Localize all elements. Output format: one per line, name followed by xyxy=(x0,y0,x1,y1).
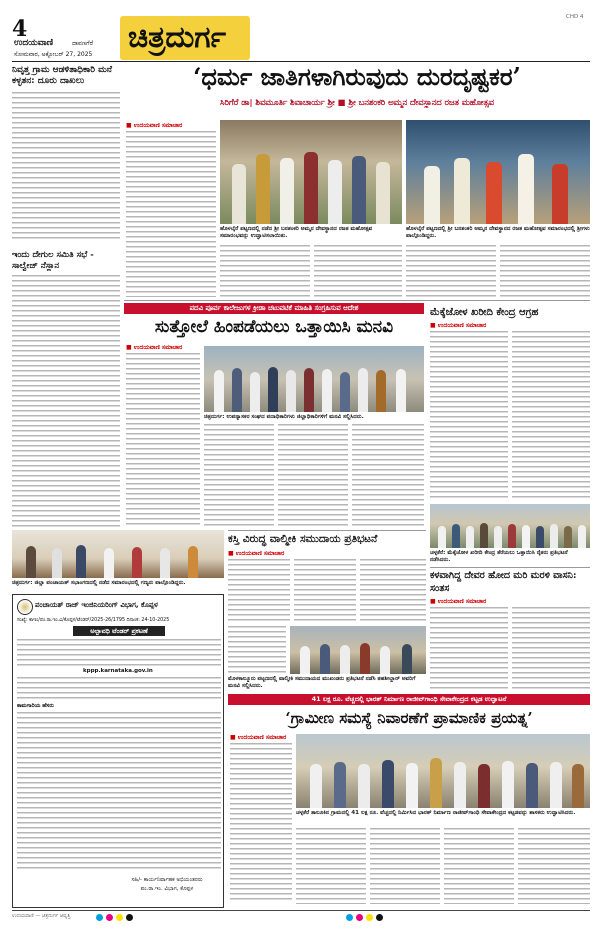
second-byline: ■ ಉದಯವಾಣಿ ಸಮಾಚಾರ xyxy=(126,344,183,351)
right-top-body-col2 xyxy=(512,331,590,501)
color-registration-marks-2 xyxy=(346,914,396,922)
lead-body-col3 xyxy=(314,245,402,297)
mid-byline: ■ ಉದಯವಾಣಿ ಸಮಾಚಾರ xyxy=(228,550,285,557)
bottom-body-col5 xyxy=(518,828,590,904)
tender-work-label: ಕಾಮಗಾರಿಯ ಹೆಸರು xyxy=(17,703,54,709)
footer-note: ಉದಯವಾಣಿ — ಚಿತ್ರದುರ್ಗ ಆವೃತ್ತಿ xyxy=(12,913,71,919)
tender-intro xyxy=(17,639,221,667)
bottom-body-col3 xyxy=(370,828,440,904)
bottom-caption: ಚಳ್ಳಕೆರೆ ತಾಲೂಕಿನ ಗ್ರಾಮದಲ್ಲಿ 41 ಲಕ್ಷ ರೂ. ವೆಚ್ಚದಲ್ಲಿ ನಿರ್ಮಿಸಿದ ಭಾರತ್ ನಿರ್ಮಾಣ ರಾಜೀವ್‌ಗಾಂಧಿ ಸೇವಾಕೇಂದ್ರದ ಕಟ್ಟಡವನ್ನು ಶಾಸಕರು ಉದ್ಘಾಟಿಸಿದರು. xyxy=(296,810,576,816)
tender-notice xyxy=(12,594,224,908)
section-title: ಚಿತ್ರದುರ್ಗ xyxy=(128,20,227,55)
bottom-photo xyxy=(296,734,590,808)
paper-name: ಉದಯವಾಣಿ xyxy=(14,38,54,48)
tender-ref-line: ಸಂಖ್ಯೆ: ಕಾಇಂ/ಪಂ.ರಾ.ಇಂ.ವಿ/ಕೊಪ್ಪಳ/ಟೆಂಡರ್/2025-26/1795 ದಿನಾಂಕ: 24-10-2025 xyxy=(17,618,170,623)
lead-photo-right xyxy=(406,120,590,224)
bottom-kicker: 41 ಲಕ್ಷ ರೂ. ವೆಚ್ಚದಲ್ಲಿ ಭಾರತ್ ನಿರ್ಮಾಣ ರಾಜೀವ್‌ಗಾಂಧಿ ಸೇವಾಕೇಂದ್ರದ ಕಟ್ಟಡ ಉದ್ಘಾಟನೆ xyxy=(228,694,590,705)
right-top-caption: ಚಳ್ಳಕೆರೆ: ಮೆಕ್ಕೆಜೋಳ ಖರೀದಿ ಕೇಂದ್ರ ತೆರೆಯಲು ಒತ್ತಾಯಿಸಿ ರೈತರು ಪ್ರತಿಭಟನೆ ನಡೆಸಿದರು. xyxy=(430,550,568,563)
lead-body-col5 xyxy=(500,245,590,297)
mid-body-col3 xyxy=(360,559,426,624)
second-body-col1 xyxy=(126,353,200,528)
lead-rule xyxy=(124,300,590,301)
second-body-col2 xyxy=(204,424,274,528)
mid-rule xyxy=(228,530,426,531)
tender-site-link: kppp.karnataka.gov.in xyxy=(83,668,153,674)
mid-photo xyxy=(290,626,426,674)
right-top-body-col1 xyxy=(430,331,508,501)
left-story2-body xyxy=(12,275,120,530)
color-registration-marks xyxy=(96,914,146,922)
right-mid-rule xyxy=(430,567,590,568)
bottom-body-col4 xyxy=(444,828,514,904)
page-number: 4 xyxy=(12,16,28,42)
tender-emblem-icon xyxy=(17,599,33,615)
second-body-col4 xyxy=(352,424,424,528)
mid-body-col1 xyxy=(228,559,290,624)
lead-byline: ■ ಉದಯವಾಣಿ ಸಮಾಚಾರ xyxy=(126,122,183,129)
second-body-col3 xyxy=(278,424,348,528)
right-top-photo xyxy=(430,504,590,548)
lead-body-col1 xyxy=(126,131,216,297)
tender-work-table xyxy=(17,712,221,872)
second-kicker: ಪದವಿ ಪೂರ್ವ ಕಾಲೇಜುಗಳ ಕ್ರೀಡಾ ಚಟುವಟಿಕೆ ಮಾಹಿತಿ ಸಂಗ್ರಹಿಸುವ ಆದೇಶ xyxy=(124,303,424,314)
left-column-photo xyxy=(12,530,224,578)
edition-label: ದಾವಣಗೆರೆ xyxy=(72,40,94,47)
right-mid-headline: ಕಳವಾಗಿದ್ದ ದೇವರ ಹೋದ ಮರಿ ಮರಳಿ ವಾಸನಿ: ಸಂತಸ xyxy=(430,570,577,594)
second-headline: ಸುತ್ತೋಲೆ ಹಿಂಪಡೆಯಲು ಒತ್ತಾಯಿಸಿ ಮನವಿ xyxy=(154,317,394,337)
right-mid-body-col2 xyxy=(512,607,590,691)
date-line: ಸೋಮವಾರ, ಅಕ್ಟೋಬರ್ 27, 2025 xyxy=(14,51,93,58)
page-code: CHD 4 xyxy=(566,14,584,20)
lead-photo-left xyxy=(220,120,402,224)
lead-caption-left: ಹೊಳಲ್ಕೆರೆ ಪಟ್ಟಣದಲ್ಲಿ ನಡೆದ ಶ್ರೀ ಬನಶಂಕರಿ ಅಮ್ಮನ ದೇವಸ್ಥಾನದ ರಜತ ಮಹೋತ್ಸವ ಸಮಾರಂಭವನ್ನು ಉದ್ಘಾಟಿಸಲಾಯಿತು. xyxy=(220,226,373,239)
footer-rule xyxy=(12,910,590,911)
second-caption: ಚಿತ್ರದುರ್ಗ: ಉಪನ್ಯಾಸಕರ ಸಂಘದ ಪದಾಧಿಕಾರಿಗಳು ಜಿಲ್ಲಾಧಿಕಾರಿಗಳಿಗೆ ಮನವಿ ಸಲ್ಲಿಸಿದರು. xyxy=(204,414,364,420)
left-story1-headline: ನಿವೃತ್ತ ಗ್ರಾಮ ಆಡಳಿತಾಧಿಕಾರಿ ಮನೆ ಕಳ್ಳತನ: ದೂರು ದಾಖಲು xyxy=(12,65,113,86)
left-story1-body xyxy=(12,92,120,242)
bottom-byline: ■ ಉದಯವಾಣಿ ಸಮಾಚಾರ xyxy=(230,734,287,741)
tender-title: ಅಲ್ಪಾವಧಿ ಟೆಂಡರ್ ಪ್ರಕಟಣೆ xyxy=(73,626,165,636)
bottom-body-col2 xyxy=(296,828,366,904)
mid-body-col4 xyxy=(228,626,286,674)
left-story2-headline: ಇಂದು ದೇಗುಲ ಸಮಿತಿ ಸಭೆ - ಸಾಲ್ವೇಜ್ ನೆಸ್ಲಾನ xyxy=(12,250,94,271)
tender-details xyxy=(17,677,221,701)
mid-body-col2 xyxy=(294,559,356,624)
left-photo-caption: ಚಿತ್ರದುರ್ಗ: ಜಿಲ್ಲಾ ಪಂಚಾಯತ್ ಸಭಾಂಗಣದಲ್ಲಿ ನಡೆದ ಸಮಾರಂಭದಲ್ಲಿ ಗಣ್ಯರು ಪಾಲ್ಗೊಂಡಿದ್ದರು. xyxy=(12,580,186,586)
lead-headline: ‘ಧರ್ಮ ಜಾತಿಗಳಾಗಿರುವುದು ದುರದೃಷ್ಟಕರ’ xyxy=(193,62,521,91)
bottom-headline: ‘ಗ್ರಾಮೀಣ ಸಮಸ್ಯೆ ನಿವಾರಣೆಗೆ ಪ್ರಾಮಾಣಿಕ ಪ್ರಯತ್ನ’ xyxy=(285,709,533,727)
right-mid-body-col1 xyxy=(430,607,508,691)
tender-signature: ಸಹಿ/- ಕಾರ್ಯನಿರ್ವಾಹಕ ಅಭಿಯಂತರರು xyxy=(131,877,203,883)
right-mid-byline: ■ ಉದಯವಾಣಿ ಸಮಾಚಾರ xyxy=(430,598,487,605)
mid-caption: ಮೊಳಕಾಲ್ಮೂರು ಪಟ್ಟಣದಲ್ಲಿ ವಾಲ್ಮೀಕಿ ಸಮುದಾಯದ ಮುಖಂಡರು ಪ್ರತಿಭಟನೆ ನಡೆಸಿ ತಹಶೀಲ್ದಾರ್ ಅವರಿಗೆ ಮನವಿ ಸಲ್ಲಿಸಿದರು. xyxy=(228,676,416,689)
lead-caption-right: ಹೊಳಲ್ಕೆರೆ ಪಟ್ಟಣದಲ್ಲಿ ಶ್ರೀ ಬನಶಂಕರಿ ಅಮ್ಮನ ದೇವಸ್ಥಾನದ ರಜತ ಮಹೋತ್ಸವ ಸಮಾರಂಭದಲ್ಲಿ ಶ್ರೀಗಳು ಪಾಲ್ಗೊಂಡಿದ್ದರು. xyxy=(406,226,590,239)
lead-body-col4 xyxy=(406,245,496,297)
bottom-body-col1 xyxy=(230,743,292,903)
tender-department: ಪಂಚಾಯತ್ ರಾಜ್ ಇಂಜಿನಿಯರಿಂಗ್ ವಿಭಾಗ, ಕೊಪ್ಪಳ xyxy=(35,601,158,609)
mid-headline: ಕಸ್ತಿ ವಿರುದ್ಧ ವಾಲ್ಮೀಕಿ ಸಮುದಾಯ ಪ್ರತಿಭಟನೆ xyxy=(228,533,378,545)
lead-subhead: ಸಿರಿಗೆರೆ ಡಾ| ಶಿವಮೂರ್ತಿ ಶಿವಾಚಾರ್ಯ ಶ್ರೀ ■ ಶ್ರೀ ಬನಶಂಕರಿ ಅಮ್ಮನ ದೇವಸ್ಥಾನದ ರಜತ ಮಹೋತ್ಸವ xyxy=(220,97,494,107)
lead-body-col2 xyxy=(220,245,310,297)
right-top-byline: ■ ಉದಯವಾಣಿ ಸಮಾಚಾರ xyxy=(430,322,487,329)
second-photo xyxy=(204,346,424,412)
tender-signature-office: ಪಂ.ರಾ.ಇಂ. ವಿಭಾಗ, ಕೊಪ್ಪಳ xyxy=(140,886,194,892)
right-top-headline: ಮೆಕ್ಕೆಜೋಳ ಖರೀದಿ ಕೇಂದ್ರ ಆಗ್ರಹ xyxy=(430,307,539,318)
